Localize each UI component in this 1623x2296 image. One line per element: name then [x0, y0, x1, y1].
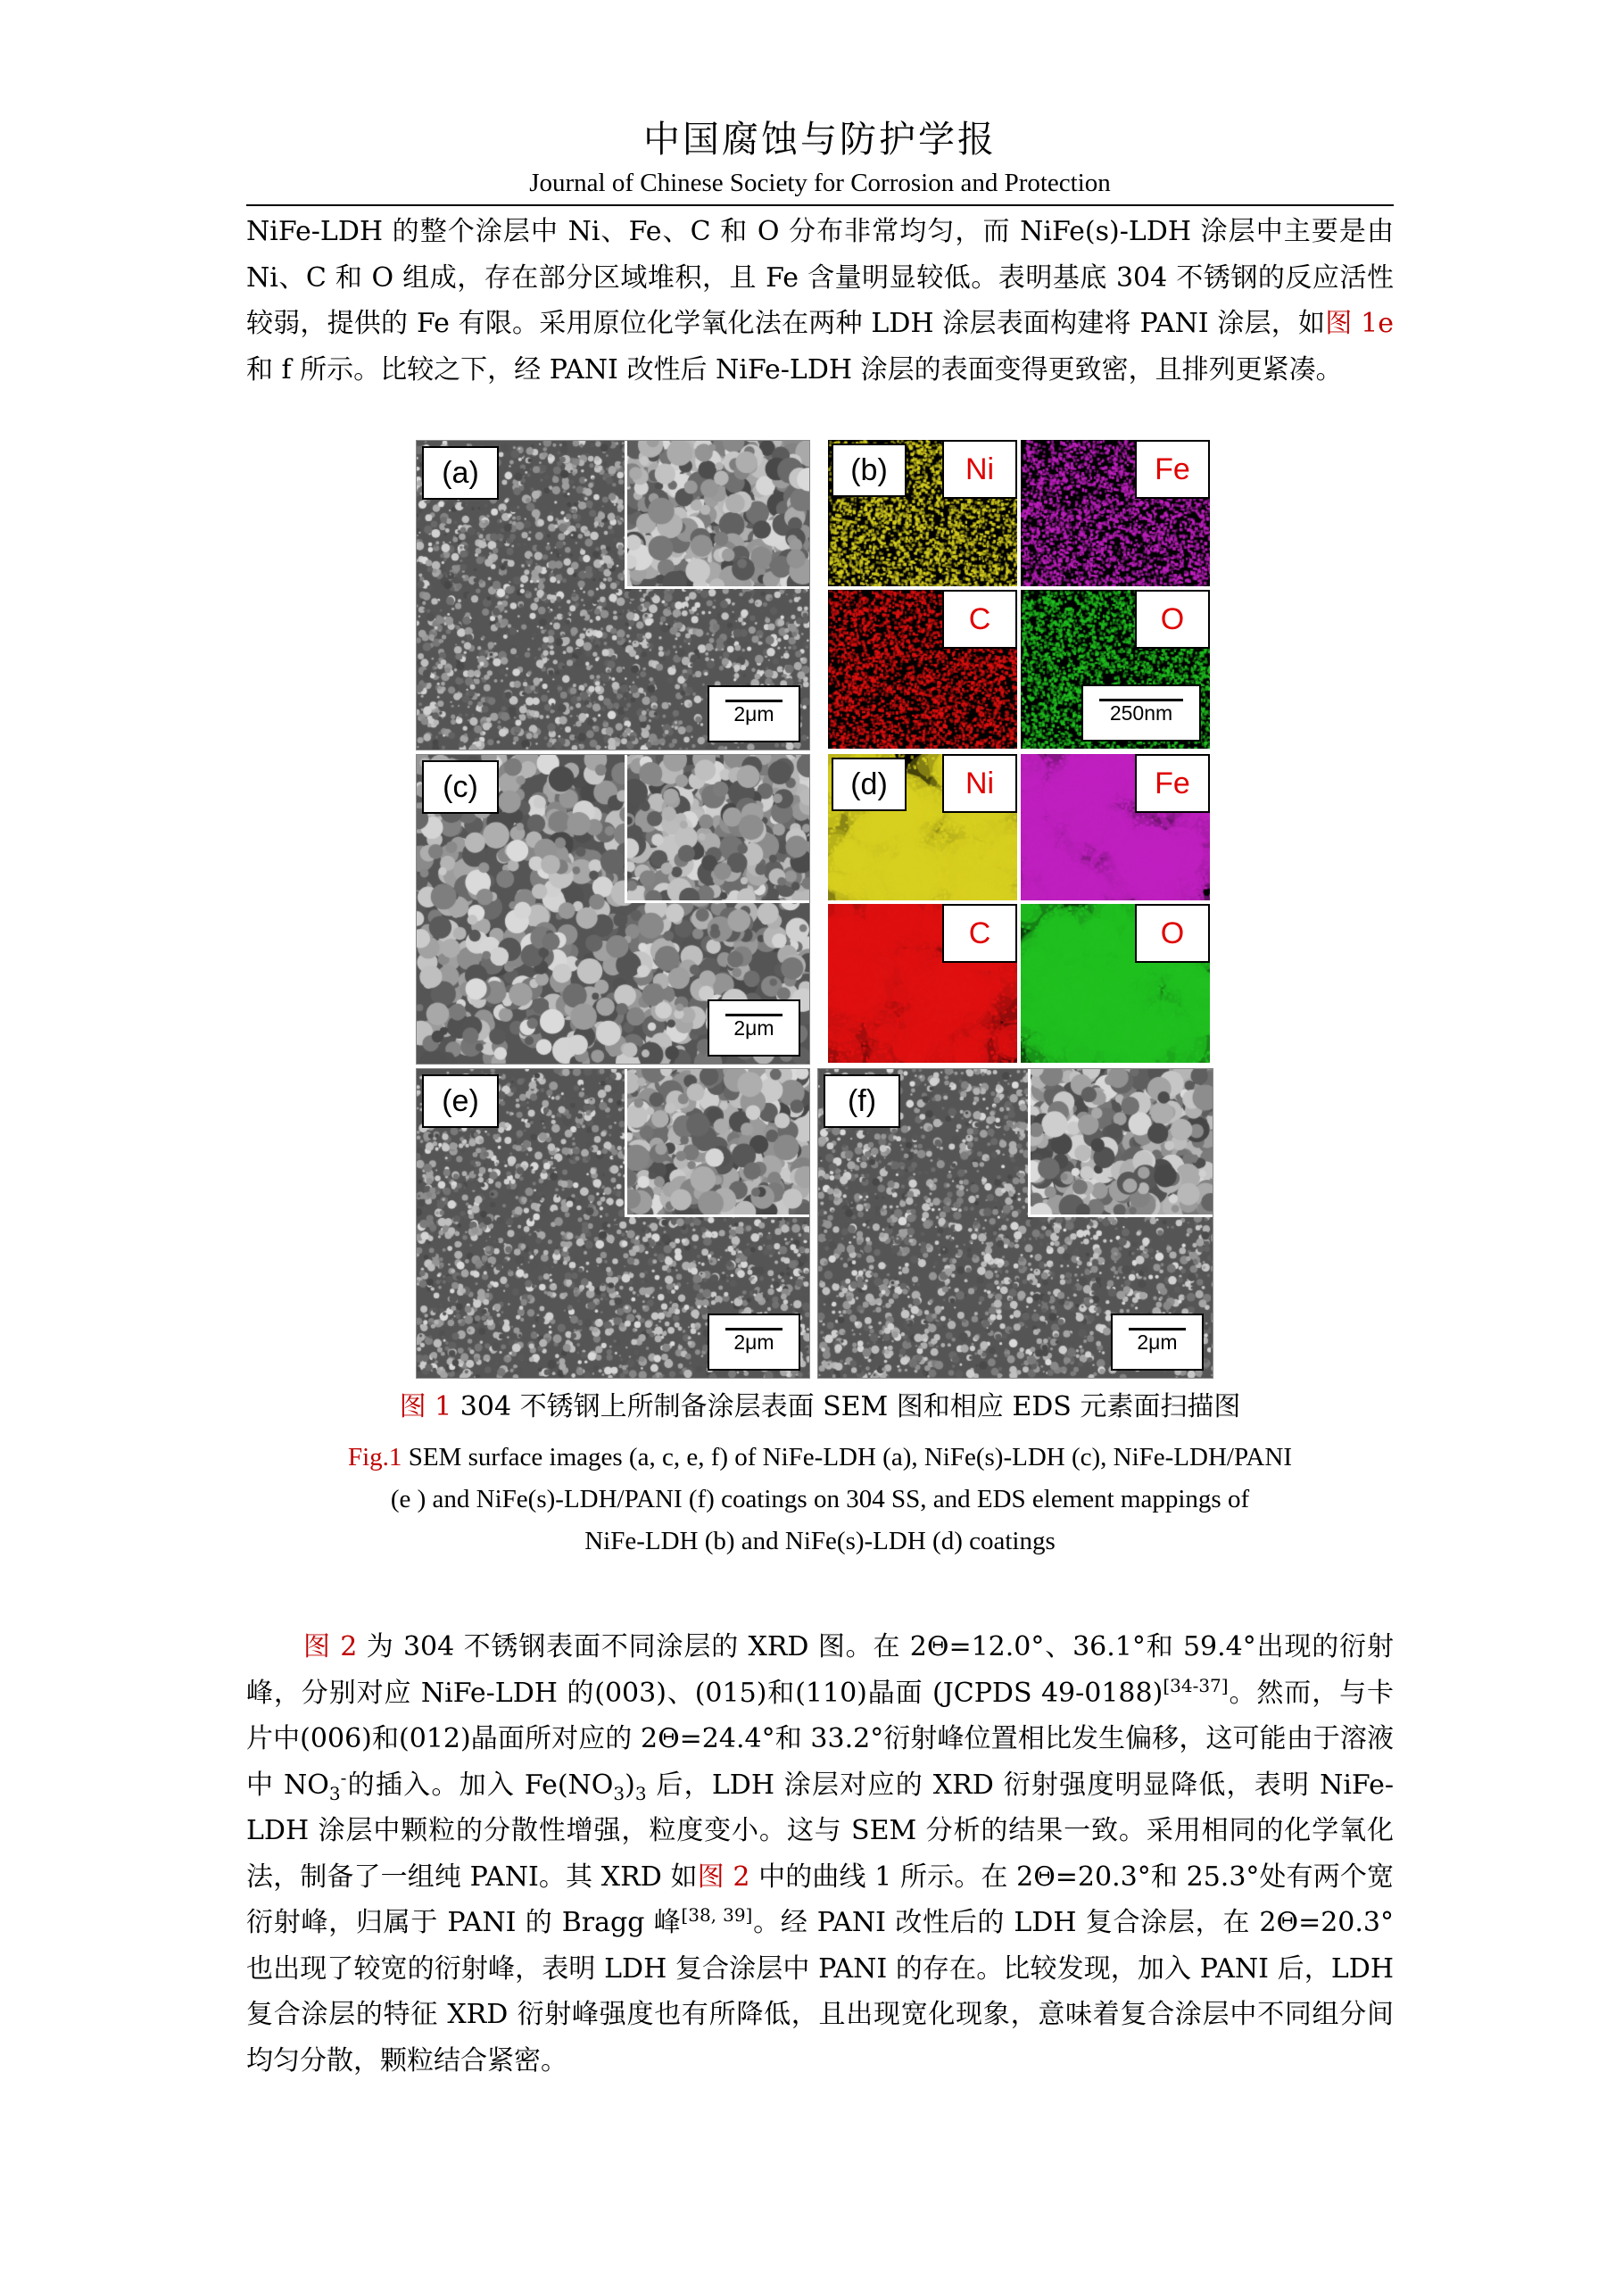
caption-en-line-1: SEM surface images (a, c, e, f) of NiFe-LDH (a), NiFe(s)-LDH (c), NiFe-LDH/PANI: [402, 1443, 1292, 1471]
eds-map-d-fe: [1021, 754, 1210, 900]
paragraph-2-text-1: 为 304 不锈钢表面不同涂层的 XRD 图。在 2Θ=12.0°、36.1°和 59.4°出现的衍射峰，分别对应 NiFe-LDH 的(003)、(015)和(110)晶面 (JCPDS 49-0188): [246, 1631, 1394, 1709]
figure-1e-reference[interactable]: 图 1e: [1325, 308, 1394, 339]
scale-bar-e: 2μm: [708, 1314, 800, 1371]
header-rule: [246, 204, 1394, 206]
citation-34-37[interactable]: [34-37]: [1163, 1674, 1229, 1696]
figure-caption-cn: [246, 1388, 1394, 1427]
sem-inset-c: [625, 755, 809, 903]
citation-38-39[interactable]: [38, 39]: [681, 1904, 753, 1926]
sem-inset-f: [1028, 1069, 1213, 1217]
eds-map-b-c: [828, 590, 1017, 749]
paragraph-2-text-4: 后，LDH 涂层对应的 XRD 衍射强度明显降低，表明 NiFe-LDH 涂层中颗粒的分散性增强，粒度变小。这与 SEM 分析的结果一致。采用相同的化学氧化法，制备了一组纯 PANI。其 XRD 如: [246, 1769, 1394, 1893]
scale-bar-f: 2μm: [1111, 1314, 1204, 1371]
sem-inset-e: [625, 1069, 809, 1217]
nitrate-subscript: 3: [328, 1782, 341, 1804]
figure-2-reference-2[interactable]: 图 2: [697, 1861, 750, 1893]
element-label-b-fe: Fe: [1135, 440, 1210, 499]
element-label-d-o: O: [1135, 904, 1210, 963]
panel-label-c: (c): [422, 760, 499, 814]
scale-bar-c: 2μm: [708, 999, 800, 1057]
sem-inset-a: [625, 441, 809, 589]
figure-1: [416, 440, 1215, 1377]
ferric-nitrate-subscript-1: 3: [613, 1782, 625, 1804]
element-label-d-fe: Fe: [1135, 754, 1210, 813]
sem-panel-f: [817, 1068, 1213, 1379]
caption-en-line-3: NiFe-LDH (b) and NiFe(s)-LDH (d) coatings: [584, 1527, 1056, 1555]
eds-map-d-ni: [828, 754, 1017, 900]
panel-label-f: (f): [824, 1074, 900, 1128]
element-label-b-ni: Ni: [942, 440, 1017, 499]
paragraph-1-text-a: NiFe-LDH 的整个涂层中 Ni、Fe、C 和 O 分布非常均匀，而 NiFe(s)-LDH 涂层中主要是由 Ni、C 和 O 组成，存在部分区域堆积，且 Fe 含量明显较低。表明基底 304 不锈钢的反应活性较弱，提供的 Fe 有限。采用原位化学氧化法在两种 LDH 涂层表面构建将 PANI 涂层，如: [246, 216, 1394, 339]
sem-panel-c: [416, 754, 810, 1065]
paragraph-2-text-3b: ): [625, 1769, 635, 1801]
caption-en-line-2: (e ) and NiFe(s)-LDH/PANI (f) coatings on 304 SS, and EDS element mappings of: [390, 1485, 1250, 1513]
element-label-d-ni: Ni: [942, 754, 1017, 813]
figure-caption-en: [246, 1437, 1394, 1562]
journal-title-cn: 中国腐蚀与防护学报: [643, 118, 997, 161]
paragraph-2-text-5: 中的曲线 1 所示。在 2Θ=20.3°和 25.3°处有两个宽衍射峰，归属于 PANI 的 Bragg 峰: [246, 1861, 1394, 1938]
eds-map-b-o: [1021, 590, 1210, 749]
nitrate-charge: -: [340, 1766, 347, 1788]
panel-label-e: (e): [422, 1074, 499, 1128]
eds-map-d-c: [828, 904, 1017, 1063]
scale-bar-b: 250nm: [1081, 684, 1201, 742]
element-label-b-c: C: [942, 590, 1017, 649]
paragraph-2-text-2: 。然而，与卡片中(006)和(012)晶面所对应的 2Θ=24.4°和 33.2°衍射峰位置相比发生偏移，这可能由于溶液中 NO: [246, 1677, 1394, 1801]
caption-en-label: Fig.1: [348, 1443, 402, 1471]
eds-map-b-ni: [828, 440, 1017, 586]
caption-cn-text: 304 不锈钢上所制备涂层表面 SEM 图和相应 EDS 元素面扫描图: [451, 1391, 1241, 1422]
panel-label-b: (b): [832, 443, 907, 497]
scale-bar-a: 2μm: [708, 685, 800, 742]
paragraph-1-text-b: 和 f 所示。比较之下，经 PANI 改性后 NiFe-LDH 涂层的表面变得更致密，且排列更紧凑。: [246, 353, 1343, 385]
figure-2-reference[interactable]: 图 2: [303, 1631, 358, 1662]
panel-label-a: (a): [422, 446, 499, 500]
element-label-d-c: C: [942, 904, 1017, 963]
panel-label-d: (d): [832, 758, 907, 811]
paragraph-2-text-6: 。经 PANI 改性后的 LDH 复合涂层，在 2Θ=20.3°也出现了较宽的衍射峰，表明 LDH 复合涂层中 PANI 的存在。比较发现，加入 PANI 后，LDH 复合涂层的特征 XRD 衍射峰强度也有所降低，且出现宽化现象，意味着复合涂层中不同组分间均匀分散，颗粒结合紧密。: [246, 1907, 1395, 2076]
caption-cn-label: 图 1: [399, 1391, 452, 1422]
paragraph-1: [246, 209, 1394, 393]
eds-map-b-fe: [1021, 440, 1210, 586]
paragraph-2: [246, 1624, 1394, 2084]
sem-panel-a: [416, 440, 810, 750]
ferric-nitrate-subscript-2: 3: [634, 1782, 647, 1804]
journal-title-en: Journal of Chinese Society for Corrosion and Protection: [529, 169, 1111, 197]
sem-panel-e: [416, 1068, 810, 1379]
eds-map-d-o: [1021, 904, 1210, 1063]
journal-header: [246, 114, 1394, 200]
eds-panel-b: [828, 440, 1212, 749]
eds-panel-d: [828, 754, 1212, 1063]
element-label-b-o: O: [1135, 590, 1210, 649]
paragraph-2-text-3: 的插入。加入 Fe(NO: [346, 1769, 614, 1801]
